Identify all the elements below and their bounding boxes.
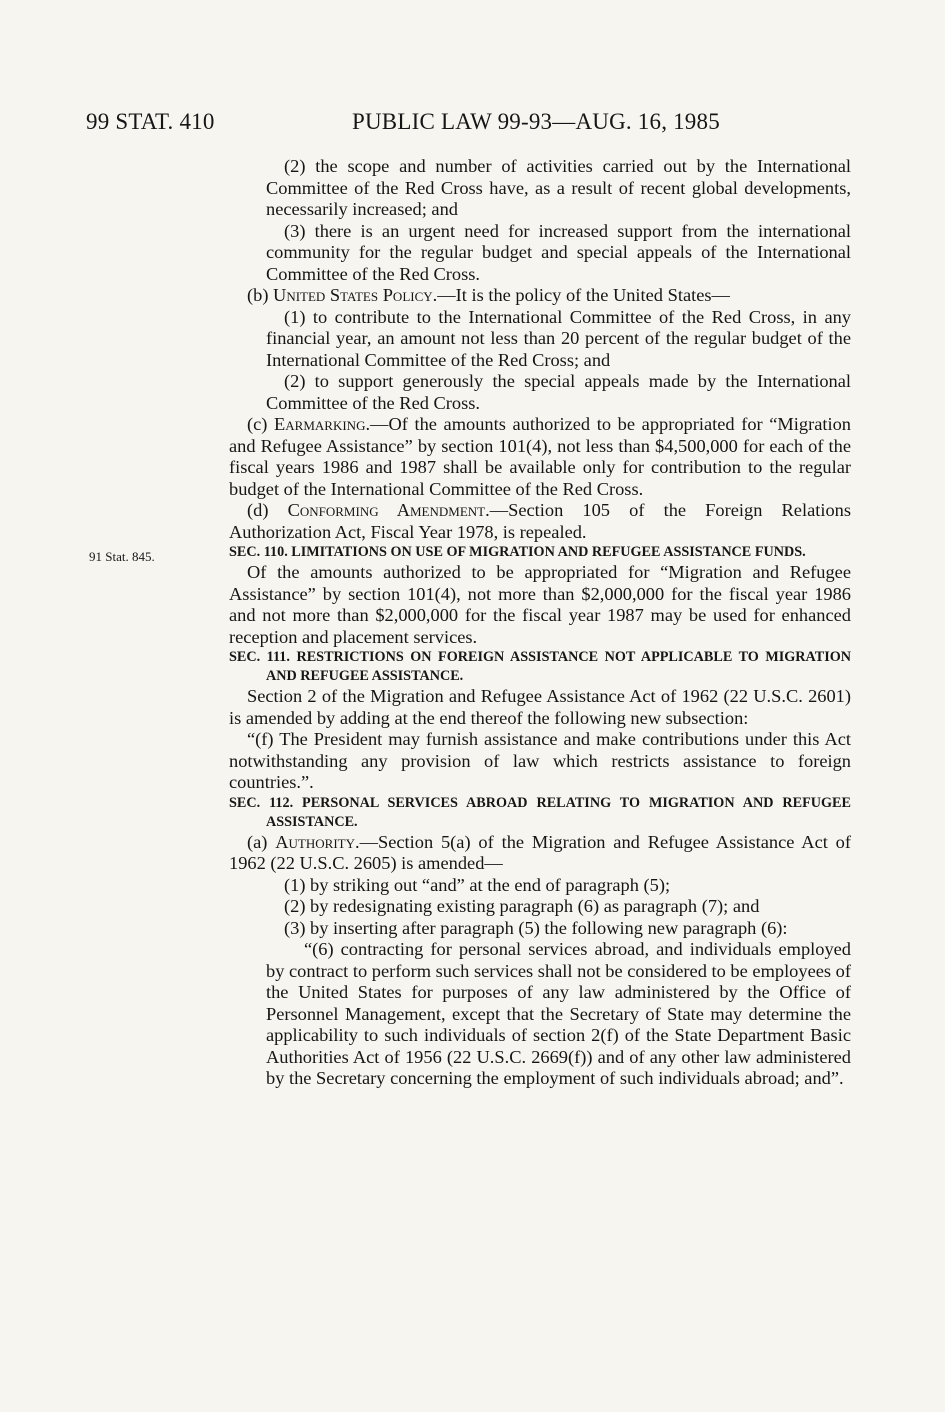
subsection-b: (b) United States Policy.—It is the policy of the United States— (247, 285, 730, 305)
document-body (229, 156, 851, 1090)
section-112-a-1: (1) by striking out “and” at the end of paragraph (5); (284, 874, 671, 895)
section-111-new-subsection: “(f) The President may furnish assistance and make contributions under this Act notwithstanding any provision of law which restricts assistance to foreign countries.”. (229, 729, 851, 792)
section-112-a-heading: Authority (275, 831, 355, 852)
section-112-a-3: (3) by inserting after paragraph (5) the following new paragraph (6): (284, 917, 788, 938)
subsection-b-2: (2) to support generously the special appeals made by the International Committee of the Red Cross. (266, 371, 851, 413)
section-110-text: Of the amounts authorized to be appropriated for “Migration and Refugee Assistance” by section 101(4), not more than $2,000,000 for the fiscal year 1986 and not more than $2,000,000 for the fiscal year 1987 may be used for enhanced reception and placement services. (229, 562, 851, 647)
section-110-heading: SEC. 110. LIMITATIONS ON USE OF MIGRATION AND REFUGEE ASSISTANCE FUNDS. (229, 544, 806, 560)
subsection-c: (c) Earmarking.—Of the amounts authorized to be appropriated for “Migration and Refugee Assistance” by section 101(4), not less than $4,500,000 for each of the fiscal years 1986 and 1987 shall be available only for contribution to the regular budget of the International Committee of the Red Cross. (229, 414, 851, 499)
margin-note-stat-ref: 91 Stat. 845. (89, 549, 155, 564)
section-111-heading: SEC. 111. RESTRICTIONS ON FOREIGN ASSISTANCE NOT APPLICABLE TO MIGRATION AND REFUGEE ASSISTANCE. (229, 649, 851, 684)
law-title: PUBLIC LAW 99-93—AUG. 16, 1985 (352, 109, 720, 134)
section-112-heading: SEC. 112. PERSONAL SERVICES ABROAD RELATING TO MIGRATION AND REFUGEE ASSISTANCE. (229, 794, 851, 830)
section-111-text: Section 2 of the Migration and Refugee Assistance Act of 1962 (22 U.S.C. 2601) is amended by adding at the end thereof the following new subsection: (229, 686, 851, 728)
subsection-d: (d) Conforming Amendment.—Section 105 of the Foreign Relations Authorization Act, Fiscal Year 1978, is repealed. (229, 500, 852, 542)
subsection-c-heading: Earmarking (274, 414, 366, 434)
section-112-new-paragraph-6: “(6) contracting for personal services abroad, and individuals employed by contract to perform such services shall not be considered to be employees of the United States for purposes of any law administered by the Office of Personnel Management, except that the Secretary of State may determine the applicability to such individuals of section 2(f) of the State Department Basic Authorities Act of 1956 (22 U.S.C. 2669(f)) and of any other law administered by the Secretary concerning the employment of such individuals abroad; and”. (266, 939, 851, 1088)
stat-page-number: 99 STAT. 410 (86, 109, 215, 134)
paragraph-2: (2) the scope and number of activities carried out by the International Committee of the Red Cross have, as a result of recent global developments, necessarily increased; and (266, 156, 851, 219)
section-112-subsection-a: (a) Authority.—Section 5(a) of the Migration and Refugee Assistance Act of 1962 (22 U.S.C. 2605) is amended— (229, 831, 852, 873)
subsection-b-heading: United States Policy (273, 285, 433, 305)
section-112-a-2: (2) by redesignating existing paragraph (6) as paragraph (7); and (284, 896, 760, 916)
paragraph-3: (3) there is an urgent need for increased support from the international community for the regular budget and special appeals of the International Committee of the Red Cross. (266, 220, 851, 284)
subsection-b-1: (1) to contribute to the International Committee of the Red Cross, in any financial year, an amount not less than 20 percent of the regular budget of the International Committee of the Red Cross; and (266, 306, 851, 370)
subsection-d-heading: Conforming Amendment (287, 500, 486, 520)
